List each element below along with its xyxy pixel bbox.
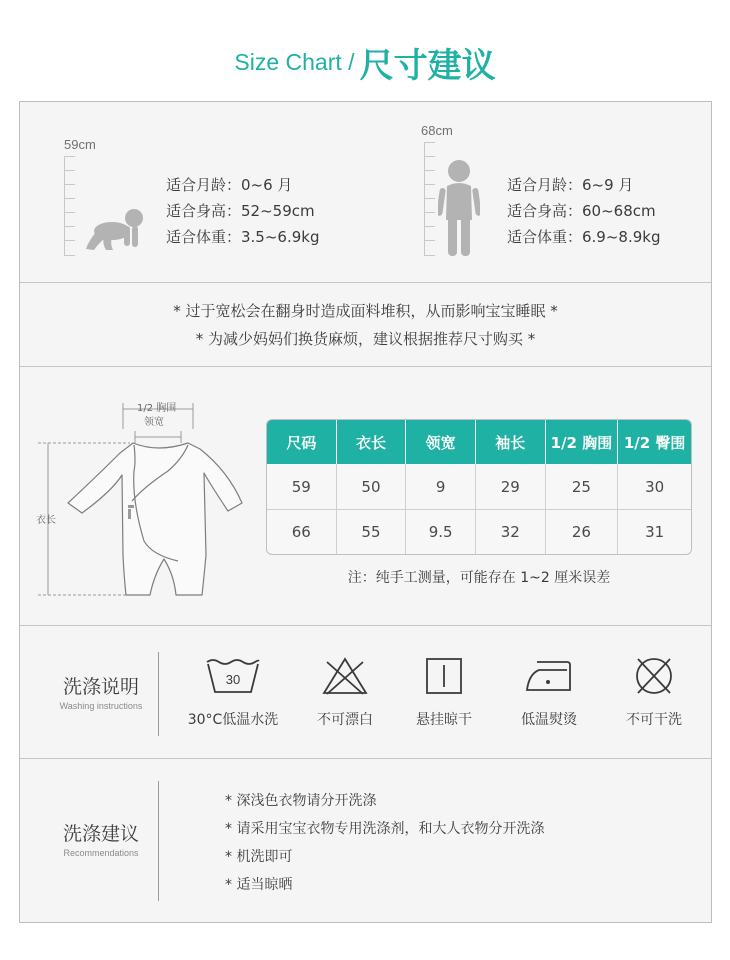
table-cell: 9.5	[406, 509, 476, 554]
table-cell: 31	[618, 509, 691, 554]
wash-label: 悬挂晾干	[416, 712, 472, 728]
page-title	[0, 38, 730, 87]
divider	[158, 652, 159, 736]
wash-30-icon	[205, 656, 261, 696]
info-0-6-months	[166, 172, 320, 250]
ruler-label-59: 59cm	[64, 137, 96, 152]
table-cell: 9	[406, 464, 476, 509]
recommendations-title	[46, 819, 156, 858]
wash-item	[599, 656, 709, 729]
col-header: 1/2 臀围	[618, 420, 691, 464]
standing-toddler-icon	[438, 158, 480, 258]
list-item: * 深浅色衣物请分开洗涤	[225, 793, 377, 809]
hang-dry-icon	[424, 656, 464, 696]
table-row	[267, 464, 691, 509]
col-header: 尺码	[267, 420, 337, 464]
size-table	[266, 419, 692, 555]
title-english: Size Chart /	[234, 49, 355, 75]
col-header: 袖长	[476, 420, 546, 464]
table-cell: 25	[546, 464, 619, 509]
height-range: 适合身高：60~68cm	[507, 202, 656, 220]
wash-label: 30°C低温水洗	[187, 712, 279, 728]
height-ruler-left	[64, 156, 76, 256]
size-chart-panel	[19, 101, 712, 923]
info-6-9-months	[507, 172, 661, 250]
height-range: 适合身高：52~59cm	[166, 202, 315, 220]
wash-item	[494, 656, 604, 729]
col-header: 领宽	[406, 420, 476, 464]
list-item: * 机洗即可	[225, 849, 293, 865]
height-ruler-right	[424, 142, 436, 256]
table-row	[267, 509, 691, 554]
wash-item	[389, 656, 499, 729]
note-line: * 过于宽松会在翻身时造成面料堆积，从而影响宝宝睡眠 *	[173, 302, 558, 320]
table-cell: 26	[546, 509, 619, 554]
length-label: 衣长	[36, 515, 56, 526]
age-range: 适合月龄：0~6 月	[166, 176, 293, 194]
washing-title-en: Washing instructions	[59, 701, 143, 711]
no-dry-clean-icon	[632, 656, 676, 696]
divider	[158, 781, 159, 901]
table-cell: 50	[337, 464, 407, 509]
recommendations-section	[20, 759, 711, 922]
measurement-note: 注：纯手工测量，可能存在 1~2 厘米误差	[347, 570, 611, 586]
washing-title-cn: 洗涤说明	[62, 676, 139, 698]
crawling-baby-icon	[82, 208, 152, 252]
table-cell: 30	[645, 477, 665, 496]
garment-diagram	[28, 391, 256, 601]
wash-label: 不可干洗	[626, 712, 682, 728]
ruler-label-68: 68cm	[421, 123, 453, 138]
washing-section	[20, 626, 711, 759]
table-cell: 29	[476, 464, 546, 509]
note-line: * 为减少妈妈们换货麻烦，建议根据推荐尺寸购买 *	[195, 330, 536, 348]
table-cell: 55	[337, 509, 407, 554]
neck-label: 领宽	[144, 417, 164, 428]
title-chinese: 尺寸建议	[359, 46, 496, 86]
age-fit-section	[20, 102, 711, 283]
table-cell: 59	[267, 464, 337, 509]
recommendations-list	[225, 787, 544, 899]
wash-item	[178, 656, 288, 729]
col-header: 1/2 胸围	[546, 420, 619, 464]
notes-text	[20, 297, 711, 353]
low-iron-icon	[523, 656, 575, 696]
table-cell: 32	[476, 509, 546, 554]
wash-label: 低温熨烫	[521, 712, 577, 728]
notes-section	[20, 283, 711, 367]
chest-label: 1/2 胸围	[137, 403, 177, 414]
washing-title	[46, 672, 156, 711]
table-header-row	[267, 420, 691, 464]
wash-temp: 30	[225, 672, 241, 687]
recommendations-title-en: Recommendations	[63, 848, 139, 858]
wash-label: 不可漂白	[317, 712, 373, 728]
size-table-section	[20, 367, 711, 626]
col-header: 衣长	[337, 420, 407, 464]
list-item: * 请采用宝宝衣物专用洗涤剂，和大人衣物分开洗涤	[225, 821, 545, 837]
table-cell: 66	[267, 509, 337, 554]
recommendations-title-cn: 洗涤建议	[62, 823, 139, 845]
weight-range: 适合体重：3.5~6.9kg	[166, 228, 320, 246]
wash-item	[290, 656, 400, 729]
weight-range: 适合体重：6.9~8.9kg	[507, 228, 661, 246]
list-item: * 适当晾晒	[225, 877, 293, 893]
age-range: 适合月龄：6~9 月	[507, 176, 634, 194]
no-bleach-icon	[321, 656, 369, 696]
